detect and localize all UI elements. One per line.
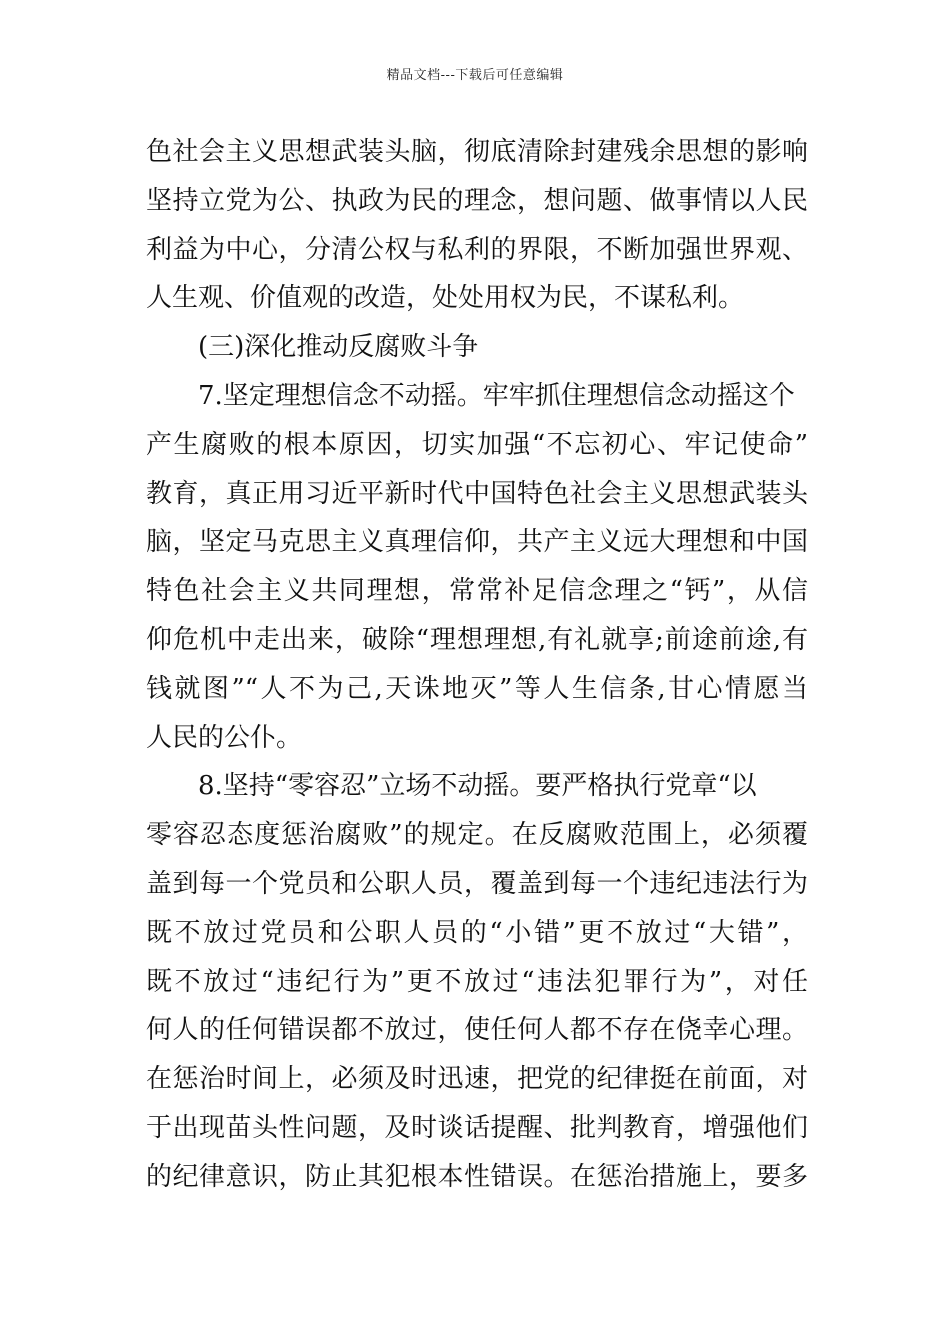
- paragraph-start: 8.坚持“零容忍”立场不动摇。要严格执行党章“以: [198, 771, 757, 802]
- text-line: 特色社会主义共同理想，常常补足信念理之“钙”，从信: [146, 576, 808, 607]
- text-line: 坚持立党为公、执政为民的理念，想问题、做事情以人民: [146, 185, 808, 216]
- paragraph-start: 7.坚定理想信念不动摇。牢牢抓住理想信念动摇这个: [198, 380, 795, 411]
- text-line: 产生腐败的根本原因，切实加强“不忘初心、牢记使命”: [146, 429, 808, 460]
- text-line: 既不放过“违纪行为”更不放过“违法犯罪行为”，对任: [146, 966, 808, 997]
- text-line: 人生观、价值观的改造，处处用权为民，不谋私利。: [146, 283, 745, 314]
- text-line: 盖到每一个党员和公职人员，覆盖到每一个违纪违法行为: [146, 868, 808, 899]
- text-line: 零容忍态度惩治腐败”的规定。在反腐败范围上，必须覆: [146, 820, 808, 851]
- text-line: 仰危机中走出来，破除“理想理想,有礼就享;前途前途,有: [146, 624, 808, 655]
- section-heading: (三)深化推动反腐败斗争: [198, 332, 479, 363]
- text-line: 既不放过党员和公职人员的“小错”更不放过“大错”，: [146, 917, 808, 948]
- text-line: 钱就图”“人不为己,天诛地灭”等人生信条,甘心情愿当: [146, 673, 808, 704]
- text-line: 利益为中心，分清公权与私利的界限，不断加强世界观、: [146, 234, 808, 265]
- text-line: 色社会主义思想武装头脑，彻底清除封建残余思想的影响: [146, 137, 808, 167]
- text-line: 在惩治时间上，必须及时迅速，把党的纪律挺在前面，对: [146, 1064, 808, 1095]
- text-line: 脑，坚定马克思主义真理信仰，共产主义远大理想和中国: [146, 527, 808, 558]
- document-body: [146, 128, 808, 1202]
- text-line: 何人的任何错误都不放过，使任何人都不存在侥幸心理。: [146, 1015, 808, 1046]
- text-line: 的纪律意识，防止其犯根本性错误。在惩治措施上，要多: [146, 1161, 808, 1192]
- text-line: 人民的公仆。: [146, 722, 303, 753]
- text-line: 于出现苗头性问题，及时谈话提醒、批判教育，增强他们: [146, 1112, 808, 1143]
- page-header: 精品文档---下载后可任意编辑: [386, 68, 564, 83]
- text-line: 教育，真正用习近平新时代中国特色社会主义思想武装头: [146, 478, 808, 509]
